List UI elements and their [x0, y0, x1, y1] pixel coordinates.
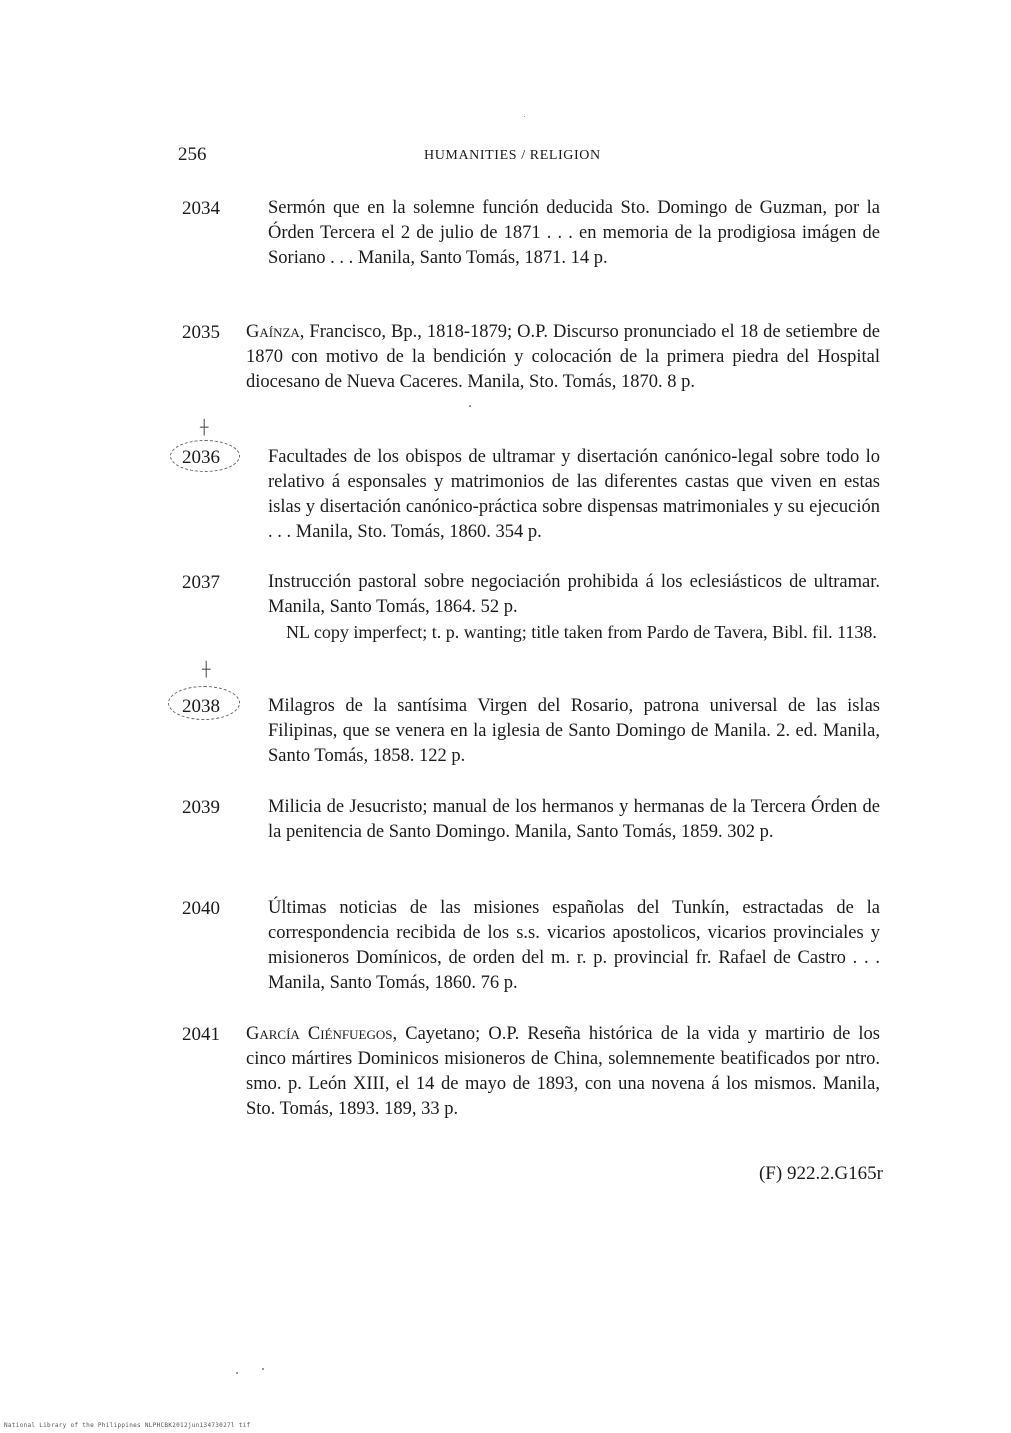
entry-text: Milicia de Jesucristo; manual de los hermanos y hermanas de la Tercera Órden de la penitencia de Santo Domingo. Manila, Santo Tomás, 1859. 302 p.	[268, 797, 880, 842]
entry-text	[246, 1022, 880, 1122]
entry-number: 2038	[182, 696, 220, 717]
scan-footer: National Library of the Philippines NLPHCBK2012jun13473027l tif	[4, 1422, 251, 1429]
pencil-mark-icon: ┼	[202, 662, 211, 678]
entry-note: NL copy imperfect; t. p. wanting; title taken from Pardo de Tavera, Bibl. fil. 1138.	[286, 622, 877, 642]
entry-text: Facultades de los obispos de ultramar y disertación canónico-legal sobre todo lo relativo á esponsales y matrimonios de las diferentes castas que viven en estas islas y disertación canónico-práctica sobre dispensas matrimoniales y su ejecución . . . Manila, Sto. Tomás, 1860. 354 p.	[268, 447, 880, 542]
entry-text	[246, 320, 880, 395]
page-number: 256	[178, 144, 207, 165]
entry-number: 2040	[182, 898, 220, 919]
entry-2038	[178, 694, 880, 769]
page-header	[178, 144, 878, 174]
entry-number: 2036	[182, 447, 220, 468]
pencil-circle-icon	[168, 686, 240, 720]
scan-speck	[236, 1372, 238, 1374]
pencil-circle-icon	[170, 440, 240, 472]
entry-2041	[178, 1022, 880, 1122]
scan-speck	[262, 1368, 264, 1370]
running-head: HUMANITIES / RELIGION	[424, 148, 601, 163]
entry-2035	[178, 320, 880, 395]
entry-number: 2035	[182, 322, 220, 343]
pencil-mark-icon: ┼	[200, 420, 209, 436]
entry-2040	[178, 896, 880, 996]
entry-body: , Francisco, Bp., 1818-1879; O.P. Discurso pronunciado el 18 de setiembre de 1870 con motivo de la bendición y colocación de la primera piedra del Hospital diocesano de Nueva Caceres. Manila, Sto. Tomás, 1870. 8 p.	[246, 322, 880, 392]
entry-author: García Ciénfuegos	[246, 1024, 393, 1044]
call-number: (F) 922.2.G165r	[758, 1163, 883, 1184]
entry-text: Últimas noticias de las misiones españolas del Tunkín, estractadas de la correspondencia recibida de los s.s. vicarios apostolicos, vicarios provinciales y misioneros Domínicos, de orden del m. r. p. provincial fr. Rafael de Castro . . . Manila, Santo Tomás, 1860. 76 p.	[268, 898, 880, 993]
entry-number: 2041	[182, 1024, 220, 1045]
entry-author: Gaínza	[246, 322, 300, 342]
entry-text: Instrucción pastoral sobre negociación prohibida á los eclesiásticos de ultramar. Manila, Santo Tomás, 1864. 52 p.	[268, 572, 880, 617]
entry-body: , Cayetano; O.P. Reseña histórica de la vida y martirio de los cinco mártires Dominicos misioneros de China, solemnemente beatificados por ntro. smo. p. León XIII, el 14 de mayo de 1893, con una novena á los mismos. Manila, Sto. Tomás, 1893. 189, 33 p.	[246, 1024, 880, 1119]
entry-2039	[178, 795, 880, 845]
entry-2034	[178, 196, 880, 271]
entry-number: 2037	[182, 572, 220, 593]
entry-text: Sermón que en la solemne función deducida Sto. Domingo de Guzman, por la Órden Tercera el 2 de julio de 1871 . . . en memoria de la prodigiosa imágen de Soriano . . . Manila, Santo Tomás, 1871. 14 p.	[268, 198, 880, 268]
scan-speck	[469, 405, 471, 407]
entry-text: Milagros de la santísima Virgen del Rosario, patrona universal de las islas Filipinas, que se venera en la iglesia de Santo Domingo de Manila. 2. ed. Manila, Santo Tomás, 1858. 122 p.	[268, 696, 880, 766]
entry-2036	[178, 445, 880, 545]
scan-speck	[524, 116, 525, 117]
entry-2037	[178, 570, 880, 645]
entry-number: 2039	[182, 797, 220, 818]
entry-number: 2034	[182, 198, 220, 219]
